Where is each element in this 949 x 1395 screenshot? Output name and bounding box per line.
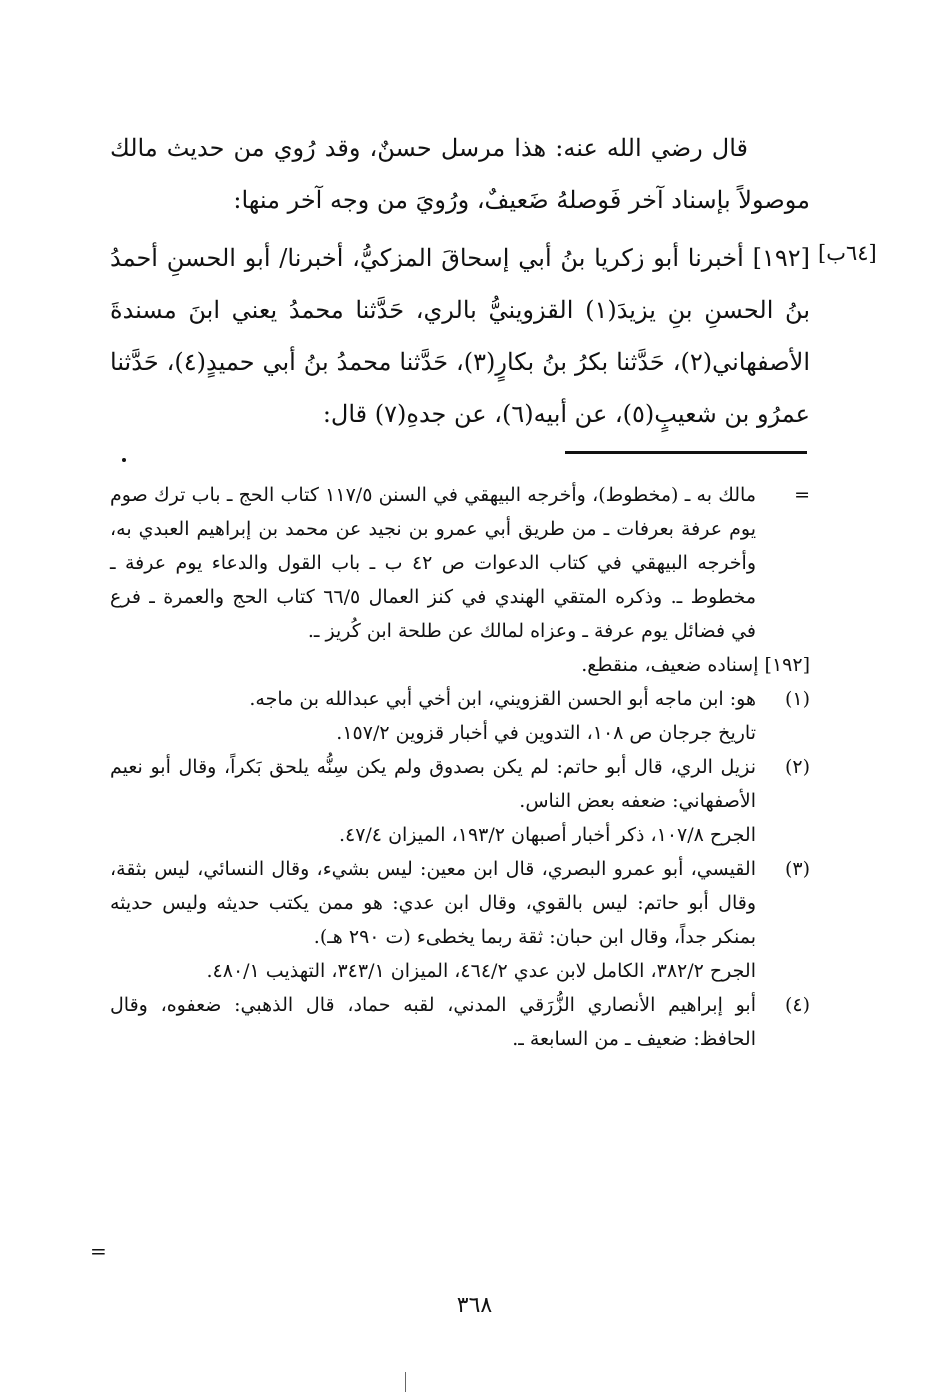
footnote-2 xyxy=(110,750,810,852)
continuation-mark: = xyxy=(794,484,810,506)
margin-folio-note: [٦٤ب] xyxy=(818,241,877,265)
footnote-line: هو: ابن ماجه أبو الحسن القزويني، ابن أخي أبي عبدالله بن ماجه. xyxy=(249,688,756,710)
footnote-number: (٢) xyxy=(784,756,810,778)
footnote-line: نزيل الري، قال أبو حاتم: لم يكن بصدوق ولم يكن سِنُّه يلحق بَكراً، وقال أبو نعيم الأصفهاني: ضعفه بعض الناس. xyxy=(110,756,756,812)
footnotes xyxy=(110,478,810,1056)
continuation-text: مالك به ـ (مخطوط)، وأخرجه البيهقي في السنن ١١٧/٥ كتاب الحج ـ باب ترك صوم يوم عرفة بعرفات ـ من طريق أبي عمرو بن نجيد عن محمد بن إبراهيم العبدي به، وأخرجه البيهقي في كتاب الدعوات ص ٤٢ ب ـ باب القول والدعاء يوم عرفة ـ مخطوط ـ. وذكره المتقي الهندي في كنز العمال ٦٦/٥ كتاب الحج والعمرة ـ فرع في فضائل يوم عرفة ـ وعزاه لمالك عن طلحة ابن كُريز ـ. xyxy=(110,484,757,642)
scan-edge-mark xyxy=(405,1372,406,1392)
footnote-1 xyxy=(110,682,810,750)
footnote-number: (٣) xyxy=(784,858,810,880)
main-paragraph-2: [١٩٢] أخبرنا أبو زكريا بنُ أبي إسحاقَ المزكيُّ، أخبرنا/ أبو الحسنِ أحمدُ بنُ الحسنِ بنِ يزيدَ(١) القزوينيُّ بالري، حَدَّثنا محمدُ يعني ابنَ مسندةَ الأصفهاني(٢)، حَدَّثنا بكرُ بنُ بكارٍ(٣)، حَدَّثنا محمدُ بنُ أبي حميدٍ(٤)، حَدَّثنا عمرُو بن شعيبٍ(٥)، عن أبيه(٦)، عن جدهِ(٧) قال: xyxy=(110,244,811,428)
footnote-separator xyxy=(565,451,807,454)
footnote-number: (١) xyxy=(784,688,810,710)
continuation-end-mark: = xyxy=(90,1239,107,1263)
main-paragraph-1: قال رضي الله عنه: هذا مرسل حسنٌ، وقد رُوي من حديث مالك موصولاً بإسناد آخر فَوصلهُ ضَعيفٌ، ورُويَ من وجه آخر منها: xyxy=(110,134,810,214)
footnote-line: تاريخ جرجان ص ١٠٨، التدوين في أخبار قزوين ١٥٧/٢. xyxy=(336,722,756,744)
footnote-line: أبو إبراهيم الأنصاري الزُّرَقي المدني، لقبه حماد، قال الذهبي: ضعفوه، وقال الحافظ: ضعيف ـ من السابعة ـ. xyxy=(110,994,756,1050)
footnote-line: القيسي، أبو عمرو البصري، قال ابن معين: ليس بشيء، وقال النسائي، ليس بثقة، وقال أبو حاتم: ليس بالقوي، وقال ابن عدي: هو ممن يكتب حديثه وليس حديثه بمنكر جداً، وقال ابن حبان: ثقة ربما يخطىء (ت ٢٩٠ هـ). xyxy=(110,858,756,948)
main-text xyxy=(110,122,810,440)
footnote-192: [١٩٢] إسناده ضعيف، منقطع. xyxy=(581,654,810,676)
footnote-continuation xyxy=(110,478,810,648)
footnote-4 xyxy=(110,988,810,1056)
footnote-line: الجرح ١٠٧/٨، ذكر أخبار أصبهان ١٩٣/٢، الميزان ٤٧/٤. xyxy=(338,824,756,846)
page-number: ٣٦٨ xyxy=(456,1293,493,1318)
decorative-dot xyxy=(122,458,126,462)
footnote-3 xyxy=(110,852,810,988)
footnote-number: (٤) xyxy=(784,994,810,1016)
footnote-line: الجرح ٣٨٢/٢، الكامل لابن عدي ٤٦٤/٢، الميزان ٣٤٣/١، التهذيب ٤٨٠/١. xyxy=(206,960,756,982)
